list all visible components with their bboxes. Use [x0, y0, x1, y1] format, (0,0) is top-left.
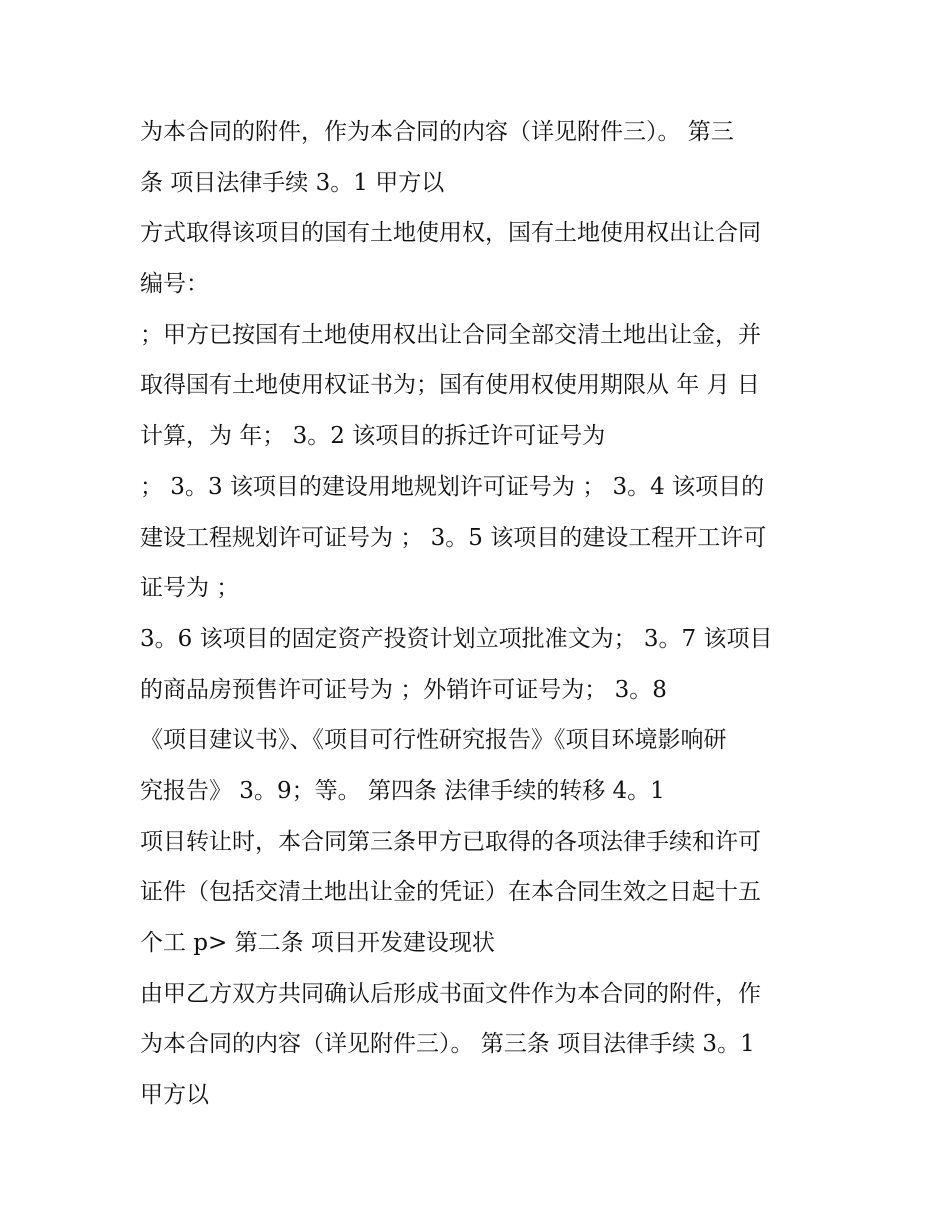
text-line-11: 3。6 该项目的固定资产投资计划立项批准文为； 3。7 该项目 [140, 625, 773, 652]
text-line-6: 取得国有土地使用权证书为；国有使用权使用期限从 年 月 日 [140, 372, 760, 399]
text-line-9: 建设工程规划许可证号为 ； 3。5 该项目的建设工程开工许可 [140, 524, 767, 551]
text-line-10: 证号为 ； [140, 575, 240, 602]
text-line-1: 为本合同的附件，作为本合同的内容（详见附件三）。 第三 [140, 119, 734, 145]
text-line-18: 由甲乙方双方共同确认后形成书面文件作为本合同的附件，作 [140, 980, 761, 1007]
text-line-16: 证件（包括交清土地出让金的凭证）在本合同生效之日起十五 [140, 879, 761, 906]
text-line-8: ； 3。3 该项目的建设用地规划许可证号为 ； 3。4 该项目的 [140, 473, 765, 500]
text-line-19: 为本合同的内容（详见附件三）。 第三条 项目法律手续 3。1 [140, 1031, 755, 1058]
text-line-13: 《项目建议书》、《项目可行性研究报告》《项目环境影响研 [140, 727, 727, 754]
text-line-4: 编号： [140, 271, 209, 298]
text-line-17: 个工 p> 第二条 项目开发建设现状 [140, 930, 495, 956]
contract-text-block [140, 107, 820, 1121]
text-line-3: 方式取得该项目的国有土地使用权，国有土地使用权出让合同 [140, 220, 761, 247]
text-line-15: 项目转让时，本合同第三条甲方已取得的各项法律手续和许可 [140, 828, 761, 855]
text-line-20: 甲方以 [140, 1082, 209, 1109]
text-line-5: ；甲方已按国有土地使用权出让合同全部交清土地出让金，并 [140, 321, 761, 348]
text-line-7: 计算，为 年； 3。2 该项目的拆迁许可证号为 [140, 423, 606, 450]
text-line-12: 的商品房预售许可证号为 ；外销许可证号为； 3。8 [140, 676, 667, 703]
text-line-14: 究报告》 3。9；等。 第四条 法律手续的转移 4。1 [140, 777, 665, 804]
text-line-2: 条 项目法律手续 3。1 甲方以 [140, 169, 445, 196]
